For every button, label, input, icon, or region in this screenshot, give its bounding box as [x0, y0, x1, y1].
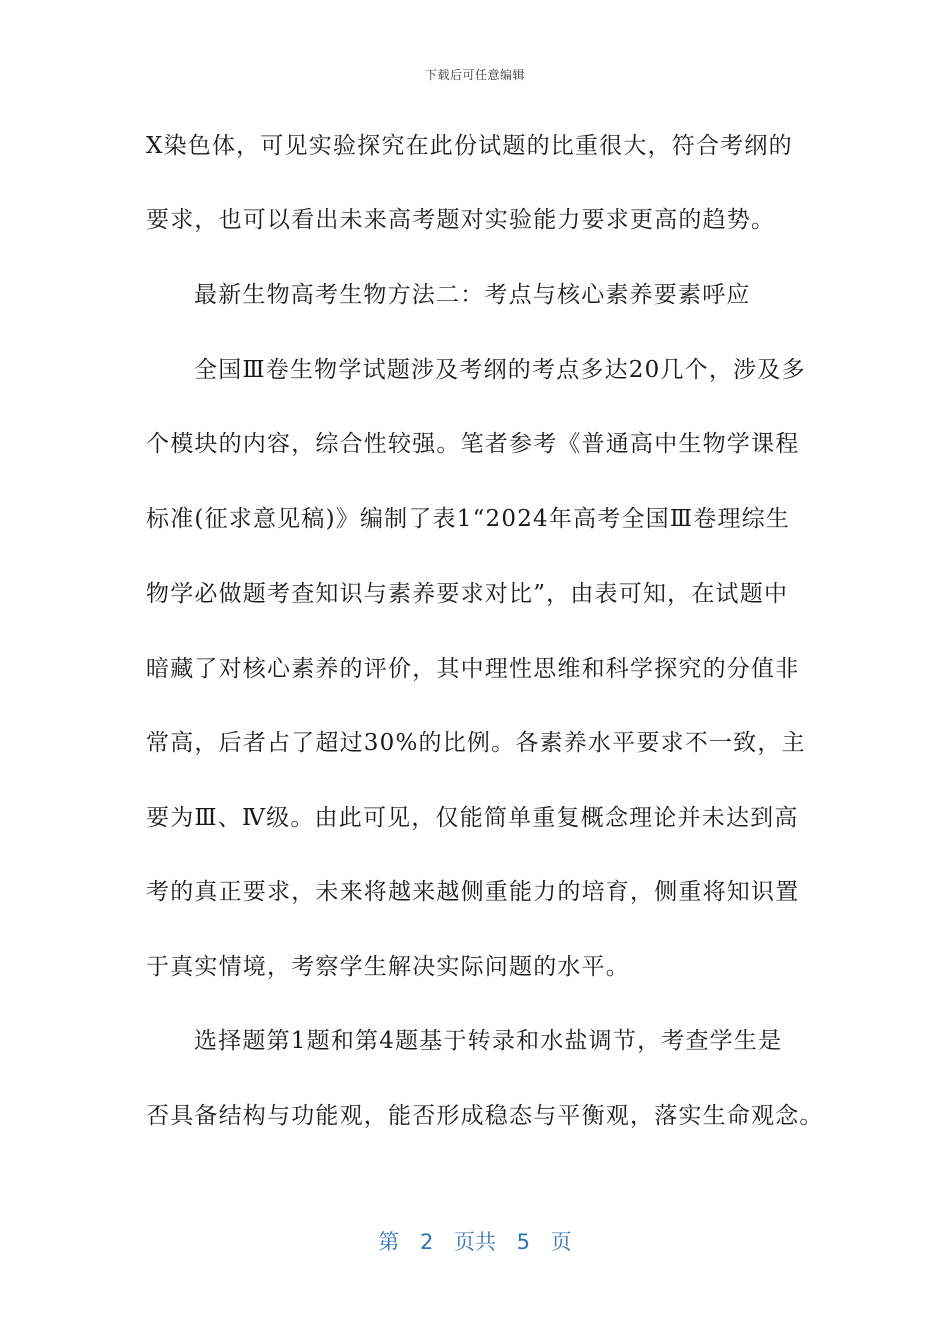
text-line-4: 全国Ⅲ卷生物学试题涉及考纲的考点多达20几个，涉及多 — [194, 357, 806, 383]
text-line-5: 个模块的内容，综合性较强。笔者参考《普通高中生物学课程 — [146, 431, 800, 457]
text-line-14: 否具备结构与功能观，能否形成稳态与平衡观，落实生命观念。 — [146, 1103, 824, 1129]
text-line-9: 常高，后者占了超过30%的比例。各素养水平要求不一致，主 — [146, 730, 806, 756]
text-line-7: 物学必做题考查知识与素养要求对比”，由表可知，在试题中 — [146, 581, 789, 607]
text-line-13: 选择题第1题和第4题基于转录和水盐调节，考查学生是 — [194, 1028, 783, 1054]
section-heading: 最新生物高考生物方法二：考点与核心素养要素呼应 — [194, 282, 751, 308]
text-line-2: 要求，也可以看出未来高考题对实验能力要求更高的趋势。 — [146, 207, 776, 233]
text-line-8: 暗藏了对核心素养的评价，其中理性思维和科学探究的分值非 — [146, 656, 800, 682]
page-number-footer: 第 2 页共 5 页 — [378, 1230, 572, 1254]
text-line-6: 标准(征求意见稿)》编制了表1“2024年高考全国Ⅲ卷理综生 — [146, 506, 791, 532]
text-line-1: X染色体，可见实验探究在此份试题的比重很大，符合考纲的 — [146, 133, 793, 159]
text-line-12: 于真实情境，考察学生解决实际问题的水平。 — [146, 954, 630, 980]
header-note: 下载后可任意编辑 — [424, 68, 525, 82]
text-line-10: 要为Ⅲ、Ⅳ级。由此可见，仅能简单重复概念理论并未达到高 — [146, 805, 799, 831]
text-line-11: 考的真正要求，未来将越来越侧重能力的培育，侧重将知识置 — [146, 879, 800, 905]
